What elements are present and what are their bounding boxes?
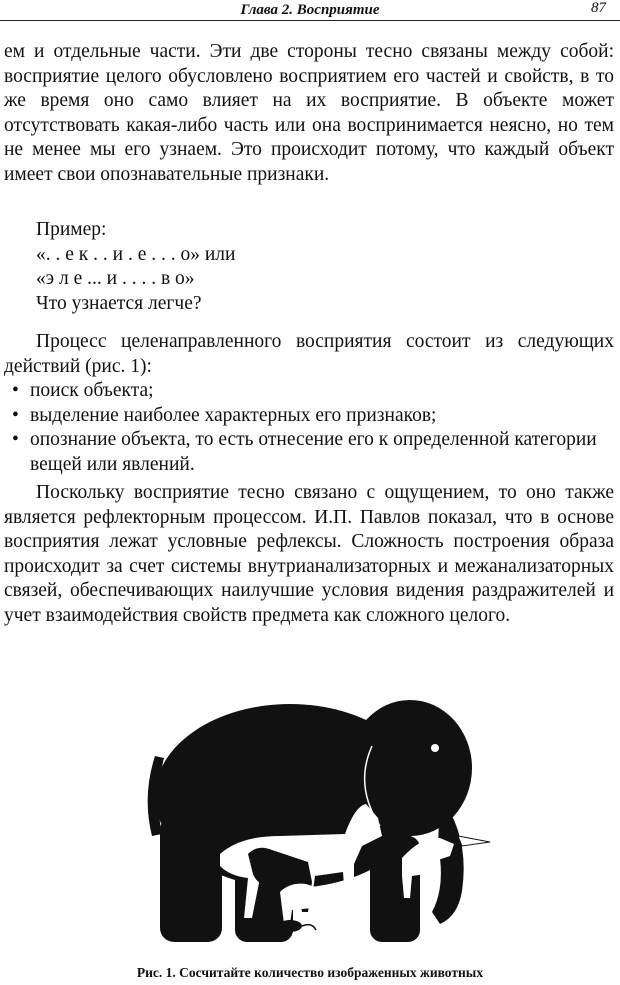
example-block [36, 218, 596, 316]
header-rule [0, 20, 620, 21]
bullet-icon: • [12, 380, 19, 401]
page-header [0, 0, 620, 22]
mouse-silhouette [278, 920, 316, 932]
page-number: 87 [591, 0, 606, 16]
list-item-text: поиск объекта; [30, 380, 154, 401]
paragraph-perception-parts [4, 40, 614, 187]
paragraph-text: Поскольку восприятие тесно связано с ощущением, то оно также является рефлекторным процессом. И.П. Павлов показал, что в основе восприятия лежат условные рефлексы. Сложность построения образа происходит за счет системы внутрианализаторных и межанализаторных связей, обеспечивающих наилучшие условия видения раздражителей и учет взаимодействия свойств предмета как сложного целого. [4, 482, 614, 626]
paragraph-text: Процесс целенаправленного восприятия состоит из следующих действий (рис. 1): [4, 331, 614, 377]
paragraph-reflex [4, 481, 614, 628]
elephant-illusion-image [140, 686, 500, 948]
bullet-icon: • [12, 404, 19, 426]
example-question: Что узнается легче? [36, 292, 202, 314]
animals-figure [140, 686, 500, 948]
example-label: Пример: [36, 219, 107, 240]
list-item [4, 428, 614, 477]
example-line-1: «. . е к . . и . е . . . о» или [36, 243, 236, 265]
cat-silhouette [280, 884, 326, 924]
action-list [4, 379, 614, 477]
example-line-2: «э л е ... и . . . . в о» [36, 268, 195, 289]
chapter-title: Глава 2. Восприятие [240, 2, 380, 18]
list-item [4, 404, 614, 429]
bullet-icon: • [12, 429, 19, 450]
list-item-text: опознание объекта, то есть отнесение его к определенной категории вещей или явлений. [30, 429, 597, 475]
figure-caption: Рис. 1. Сосчитайте количество изображенных животных [136, 965, 484, 980]
paragraph-process [4, 330, 614, 477]
list-item [4, 379, 614, 404]
list-item-text: выделение наиболее характерных его признаков; [30, 404, 437, 426]
paragraph-text: ем и отдельные части. Эти две стороны тесно связаны между собой: восприятие целого обусловлено восприятием его частей и свойств, в то же время оно само влияет на их восприятие. В объекте может отсутствовать какая-либо часть или она воспринимается неясно, но тем не менее мы его узнаем. Это происходит потому, что каждый объект имеет свои опознавательные признаки. [4, 41, 614, 185]
